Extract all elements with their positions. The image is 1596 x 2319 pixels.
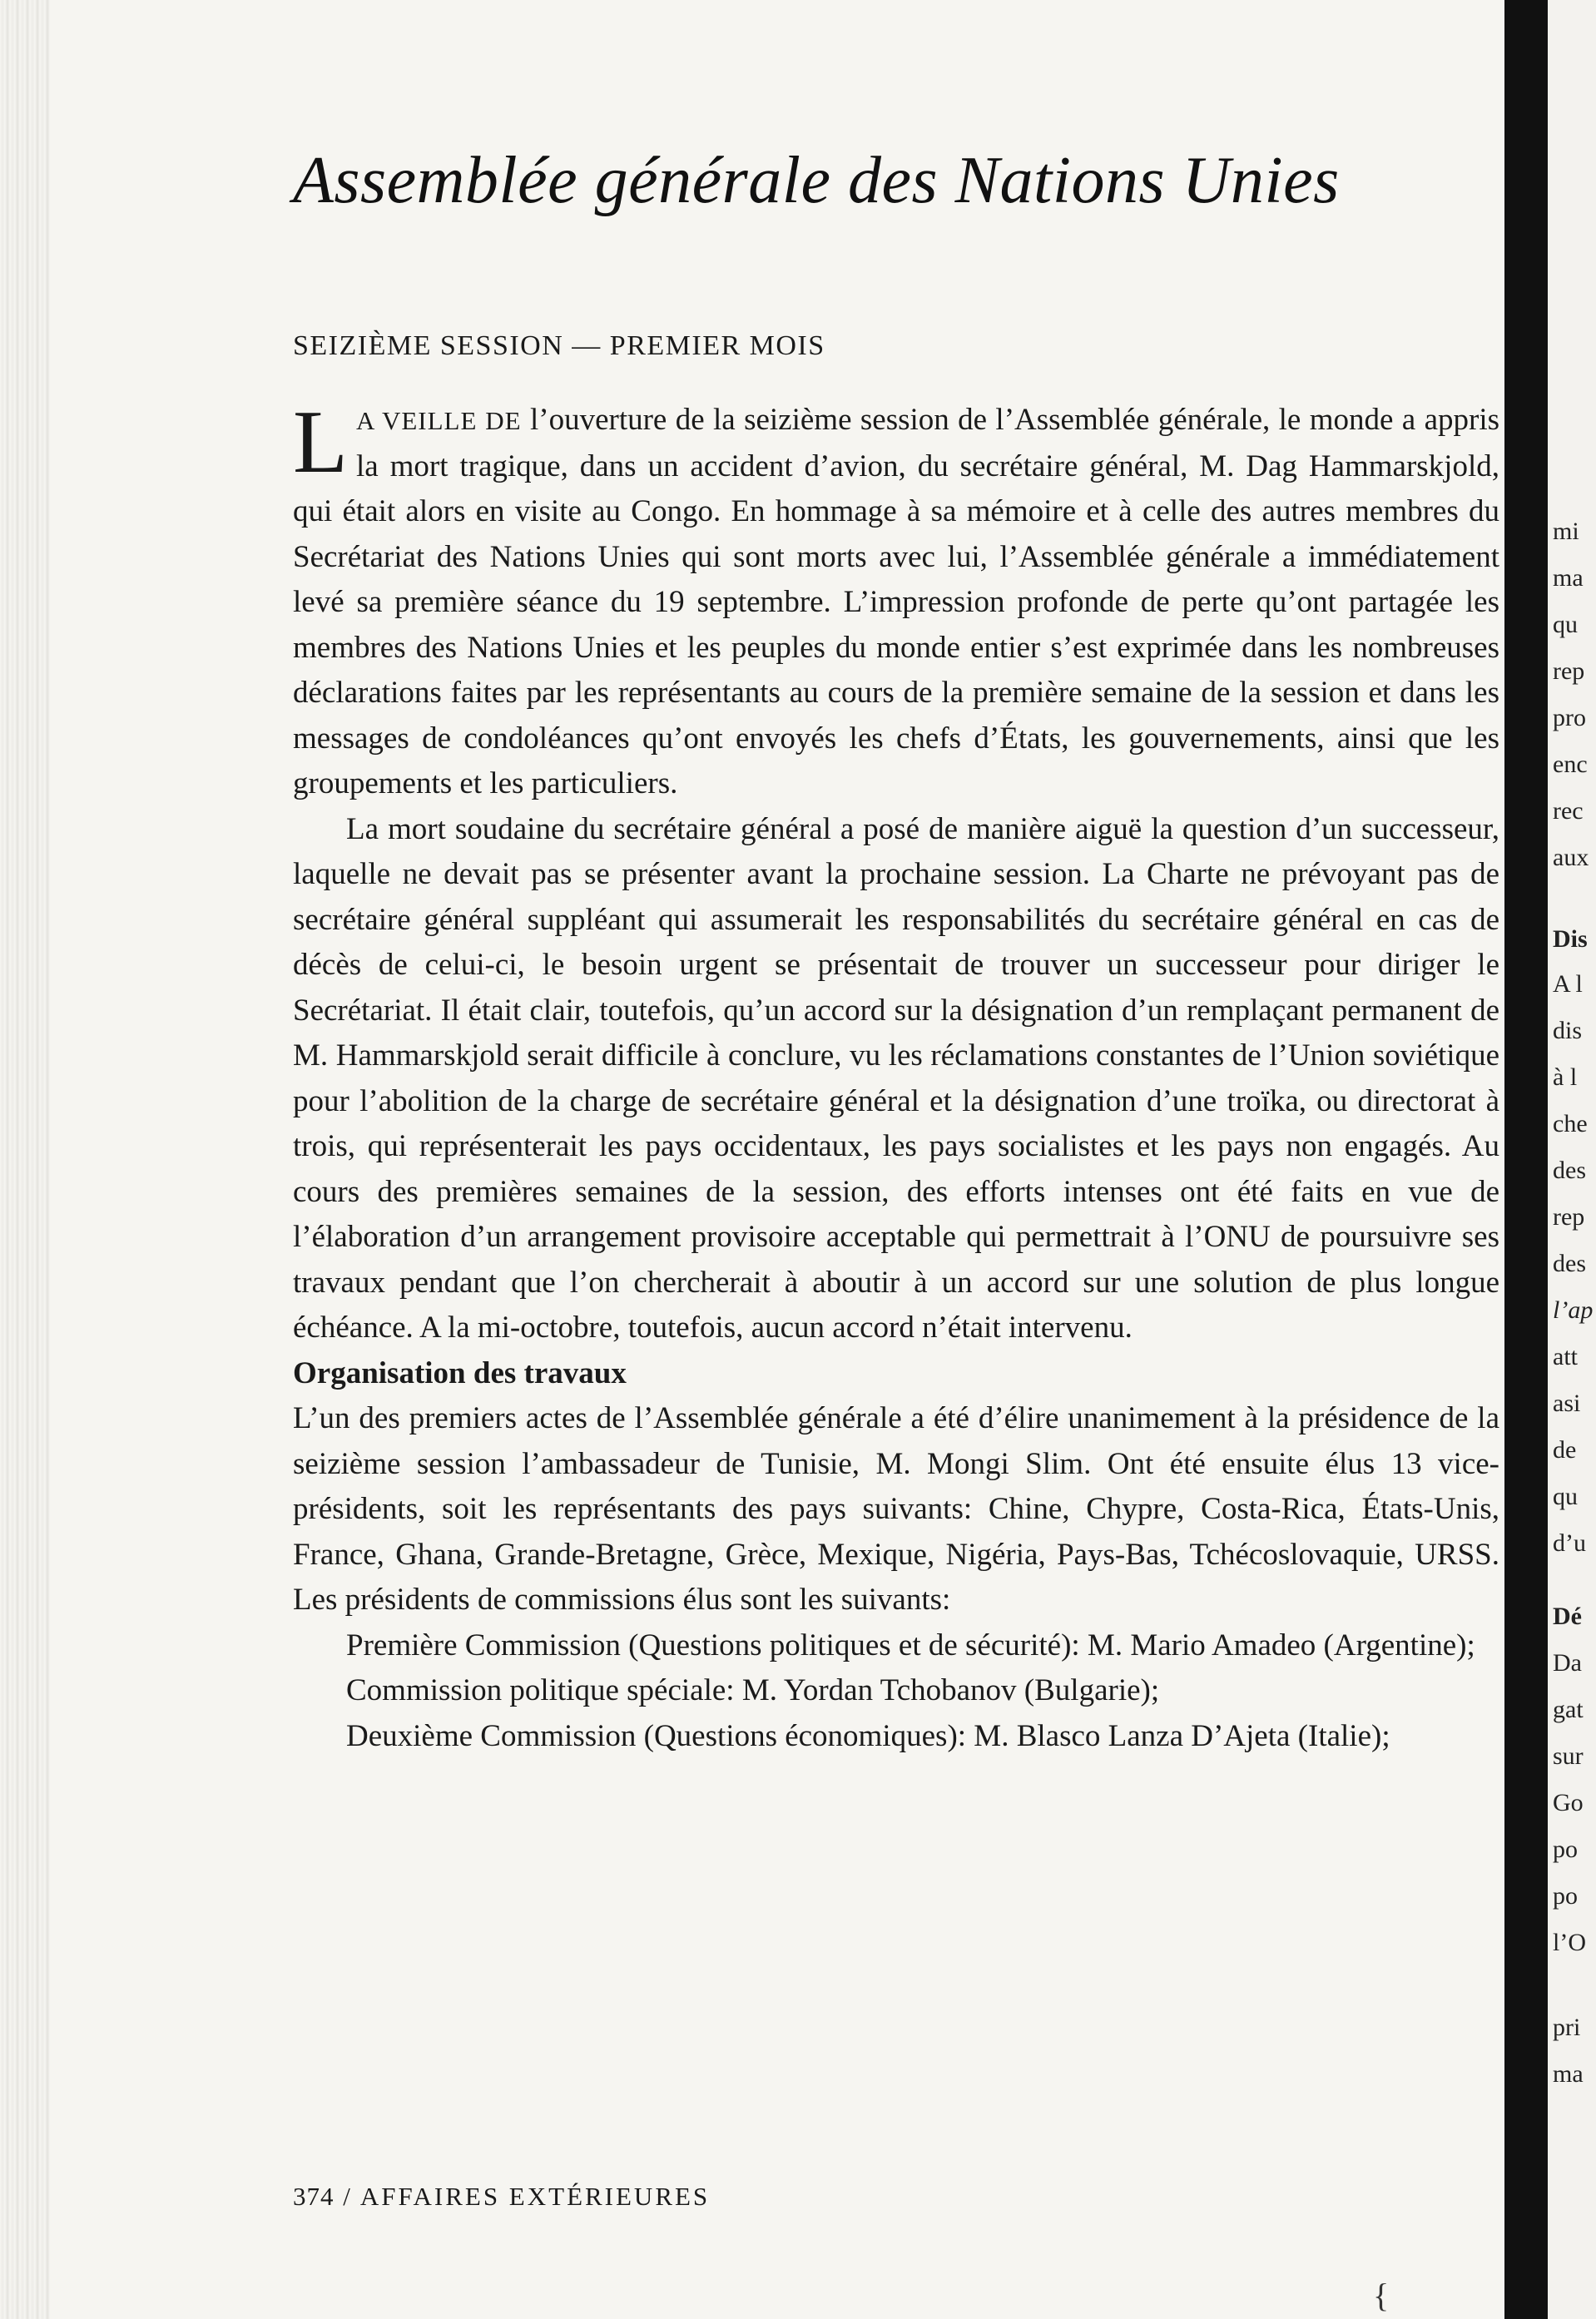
paragraph-2: La mort soudaine du secrétaire général a posé de manière aiguë la question d’un successeur, laquelle ne devait pas se présenter avant la prochaine session. La Charte ne prévoyant pas de secrétaire général suppléant qui assumerait les responsabilités du secrétaire général en cas de décès de celui-ci, le besoin urgent se présentait de trouver un successeur pour diriger le Secrétariat. Il était clair, toutefois, qu’un accord sur la désignation d’un remplaçant permanent de M. Hammarskjold serait difficile à conclure, vu les réclamations constantes de l’Union soviétique pour l’abolition de la charge de secrétaire général et la désignation d’une troïka, ou directorat à trois, qui représenterait les pays occidentaux, les pays socialistes et les pays non engagés. Au cours des premières semaines de la session, des efforts intenses ont été faits en vue de l’élaboration d’un arrangement provisoire acceptable qui permettrait à l’ONU de poursuivre ses travaux pendant que l’on chercherait à aboutir à un accord sur une solution de plus longue échéance. A la mi-octobre, toutefois, aucun accord n’était intervenu. — [293, 811, 1499, 1345]
page-number: 374 — [293, 2182, 335, 2211]
facing-line: rep — [1553, 1203, 1585, 1231]
page-gutter-edge — [0, 0, 50, 2319]
facing-line: pro — [1553, 704, 1586, 731]
subsection-heading: Organisation des travaux — [293, 1355, 627, 1390]
facing-line: Dé — [1553, 1603, 1582, 1630]
facing-line: rep — [1553, 657, 1585, 685]
scan-mark: { — [1373, 2277, 1390, 2314]
facing-line: l’O — [1553, 1929, 1586, 1956]
facing-line: l’ap — [1553, 1296, 1594, 1324]
footer-separator: / — [343, 2182, 353, 2211]
facing-line: des — [1553, 1250, 1586, 1277]
list-item: Deuxième Commission (Questions économiques): M. Blasco Lanza D’Ajeta (Italie); — [346, 1718, 1390, 1753]
facing-line: po — [1553, 1836, 1578, 1863]
facing-line: pri — [1553, 2014, 1581, 2041]
article-body — [293, 393, 1499, 1759]
facing-line: enc — [1553, 751, 1588, 778]
paragraph-1 — [293, 393, 1499, 807]
facing-line: sur — [1553, 1742, 1584, 1770]
facing-line: dis — [1553, 1017, 1583, 1044]
facing-line: d’u — [1553, 1529, 1586, 1557]
publication-name: AFFAIRES EXTÉRIEURES — [359, 2182, 711, 2211]
facing-line: po — [1553, 1882, 1578, 1910]
facing-line: asi — [1553, 1390, 1581, 1417]
facing-line: Da — [1553, 1649, 1582, 1677]
facing-line: att — [1553, 1343, 1578, 1370]
facing-line: Dis — [1553, 925, 1588, 953]
page-title: Assemblée générale des Nations Unies — [293, 144, 1340, 217]
facing-line: qu — [1553, 611, 1578, 638]
facing-line: des — [1553, 1157, 1586, 1184]
page-footer — [293, 2182, 710, 2212]
list-item: Première Commission (Questions politiques et de sécurité): M. Mario Amadeo (Argentine); — [346, 1628, 1475, 1662]
facing-line: ma — [1553, 564, 1584, 592]
facing-line: ma — [1553, 2060, 1584, 2088]
facing-line: che — [1553, 1110, 1588, 1137]
facing-line: Go — [1553, 1789, 1584, 1816]
facing-line: qu — [1553, 1483, 1578, 1510]
list-item: Commission politique spéciale: M. Yordan Tchobanov (Bulgarie); — [346, 1673, 1160, 1707]
committee-list — [293, 1623, 1499, 1760]
facing-line: mi — [1553, 518, 1579, 545]
drop-cap: L — [293, 393, 348, 492]
facing-line: à l — [1553, 1063, 1578, 1091]
paragraph-1-lead: A VEILLE DE — [355, 406, 522, 435]
facing-line: aux — [1553, 844, 1589, 871]
facing-page-fragment — [1548, 0, 1596, 2319]
facing-line: gat — [1553, 1696, 1584, 1723]
facing-line: de — [1553, 1436, 1577, 1464]
book-spine-shadow — [1504, 0, 1548, 2319]
paragraph-3: L’un des premiers actes de l’Assemblée générale a été d’élire unanimement à la présidence de la seizième session l’ambassadeur de Tunisie, M. Mongi Slim. Ont été ensuite élus 13 vice-présidents, soit les représentants des pays suivants: Chine, Chypre, Costa-Rica, États-Unis, France, Ghana, Grande-Bretagne, Grèce, Mexique, Nigéria, Pays-Bas, Tchécoslovaquie, URSS. Les présidents de commissions élus sont les suivants: — [293, 1401, 1499, 1617]
paragraph-1-text: l’ouverture de la seizième session de l’Assemblée générale, le monde a appris la mort tragique, dans un accident d’avion, du secrétaire général, M. Dag Hammarskjold, qui était alors en visite au Congo. En hommage à sa mémoire et à celle des autres membres du Secrétariat des Nations Unies qui sont morts avec lui, l’Assemblée générale a immédiatement levé sa première séance du 19 septembre. L’impression profonde de perte qu’ont partagée les membres des Nations Unies et les peuples du monde entier s’est exprimée dans les nombreuses déclarations faites par les représentants au cours de la première semaine de la session et dans les messages de condoléances qu’ont envoyés les chefs d’États, les gouvernements, ainsi que les groupements et les particuliers. — [293, 403, 1499, 800]
section-heading: SEIZIÈME SESSION — PREMIER MOIS — [293, 330, 825, 361]
facing-line: A l — [1553, 970, 1583, 998]
facing-line: rec — [1553, 797, 1584, 825]
